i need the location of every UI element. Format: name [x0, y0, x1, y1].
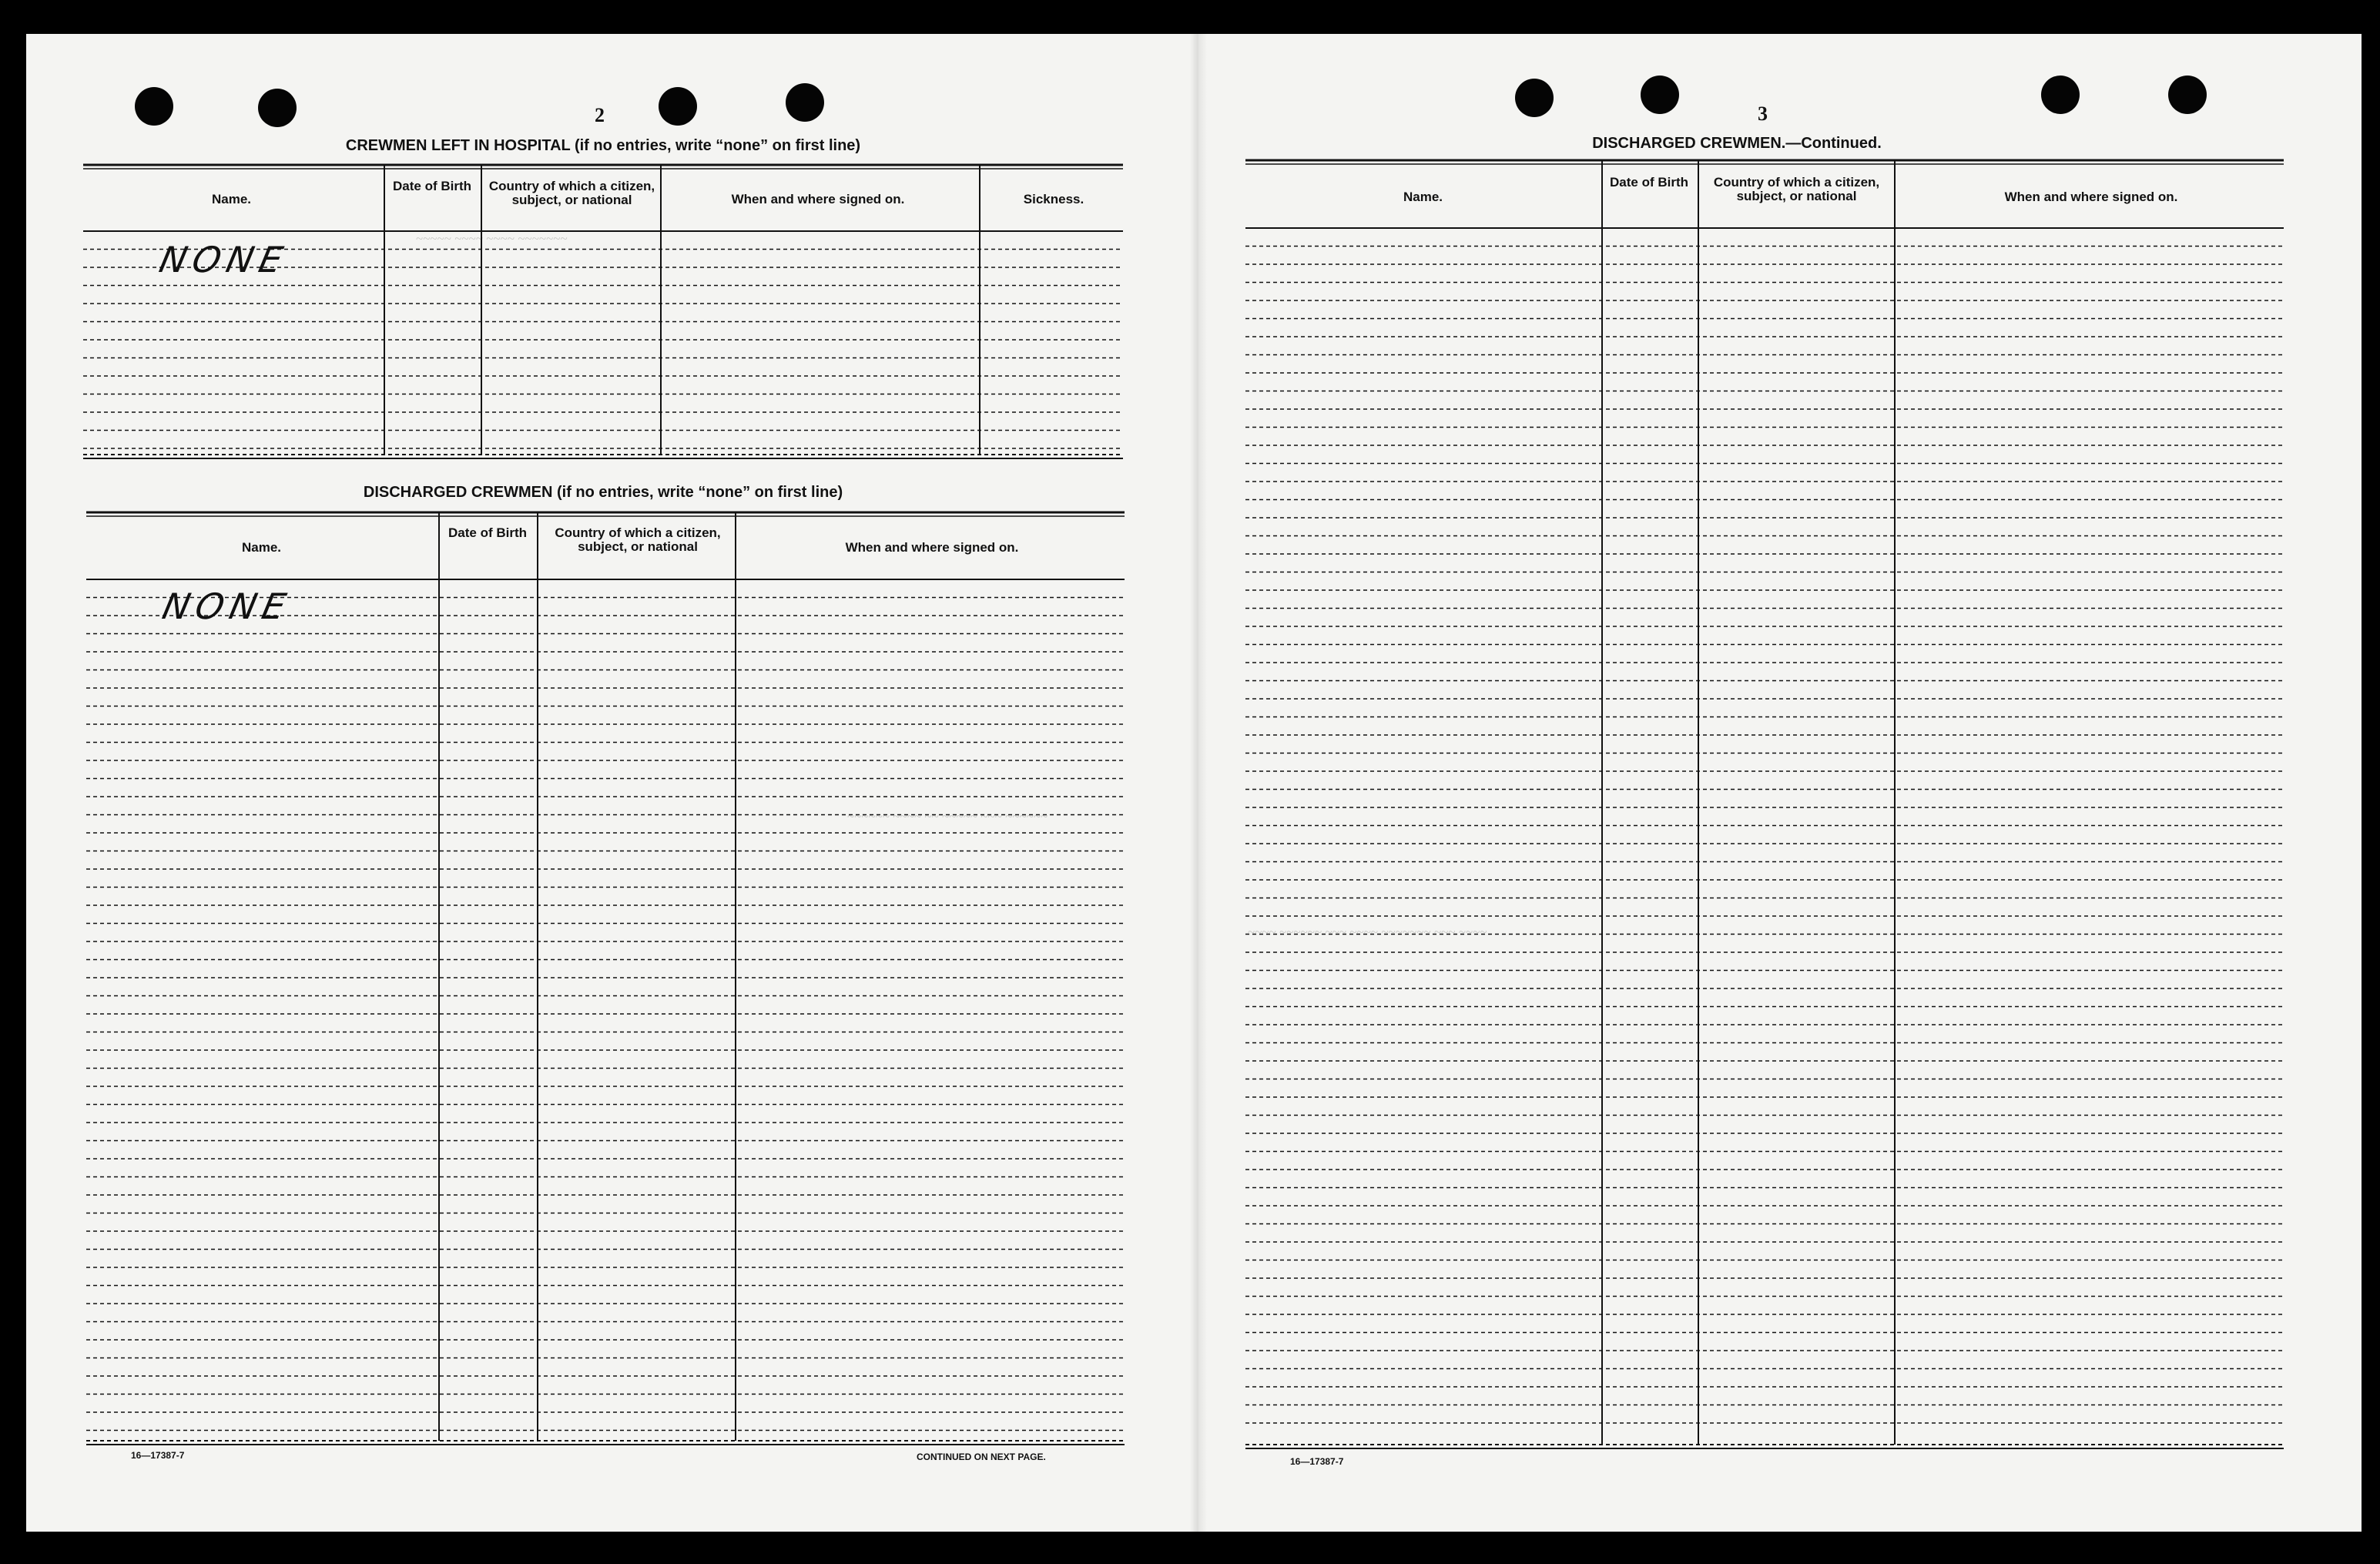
continued-col-signed-on: When and where signed on. — [2004, 190, 2178, 204]
hospital-col-signed-on: When and where signed on. — [731, 192, 905, 206]
discharged-col-dob: Date of Birth — [448, 525, 527, 540]
form-number: 16—17387-7 — [131, 1450, 185, 1461]
hospital-col-country: Country of which a citizen, subject, or national — [488, 179, 655, 207]
continued-col-country: Country of which a citizen, subject, or national — [1713, 175, 1880, 203]
discharged-col-country: Country of which a citizen, subject, or national — [555, 525, 721, 554]
continued-col-dob: Date of Birth — [1610, 175, 1688, 190]
discharged-first-entry: NONE — [159, 586, 296, 627]
hospital-col-name: Name. — [211, 192, 252, 206]
bleed-through-text: ~~~~ ~~~~~~ ~~~ ~~~~ ~~~~~~~ ~~~ ~~~~ — [1248, 925, 1487, 939]
discharged-col-name: Name. — [241, 540, 282, 555]
form-number: 16—17387-7 — [1290, 1456, 1344, 1467]
page-number: 3 — [1758, 102, 1768, 125]
continued-note: CONTINUED ON NEXT PAGE. — [917, 1452, 1046, 1462]
discharged-section-title: DISCHARGED CREWMEN (if no entries, write “none” on first line) — [363, 484, 843, 501]
hospital-col-sickness: Sickness. — [1023, 192, 1084, 206]
discharged-col-signed-on: When and where signed on. — [845, 540, 1019, 555]
bleed-through-text: ~~~~~ ~~~~ ~~~~ ~~~~~~~ — [416, 231, 568, 246]
bleed-through-text: ~~~~~~ ~~~~ ~~ ~~~~~ ~~~ ~~~~~~ — [847, 809, 1048, 824]
page-number: 2 — [595, 104, 605, 126]
hospital-section-title: CREWMEN LEFT IN HOSPITAL (if no entries, write “none” on first line) — [345, 137, 861, 154]
hospital-first-entry: NONE — [156, 239, 293, 280]
hospital-col-dob: Date of Birth — [393, 179, 471, 193]
continued-col-name: Name. — [1403, 190, 1443, 204]
discharged-continued-title: DISCHARGED CREWMEN.—Continued. — [1592, 135, 1882, 152]
